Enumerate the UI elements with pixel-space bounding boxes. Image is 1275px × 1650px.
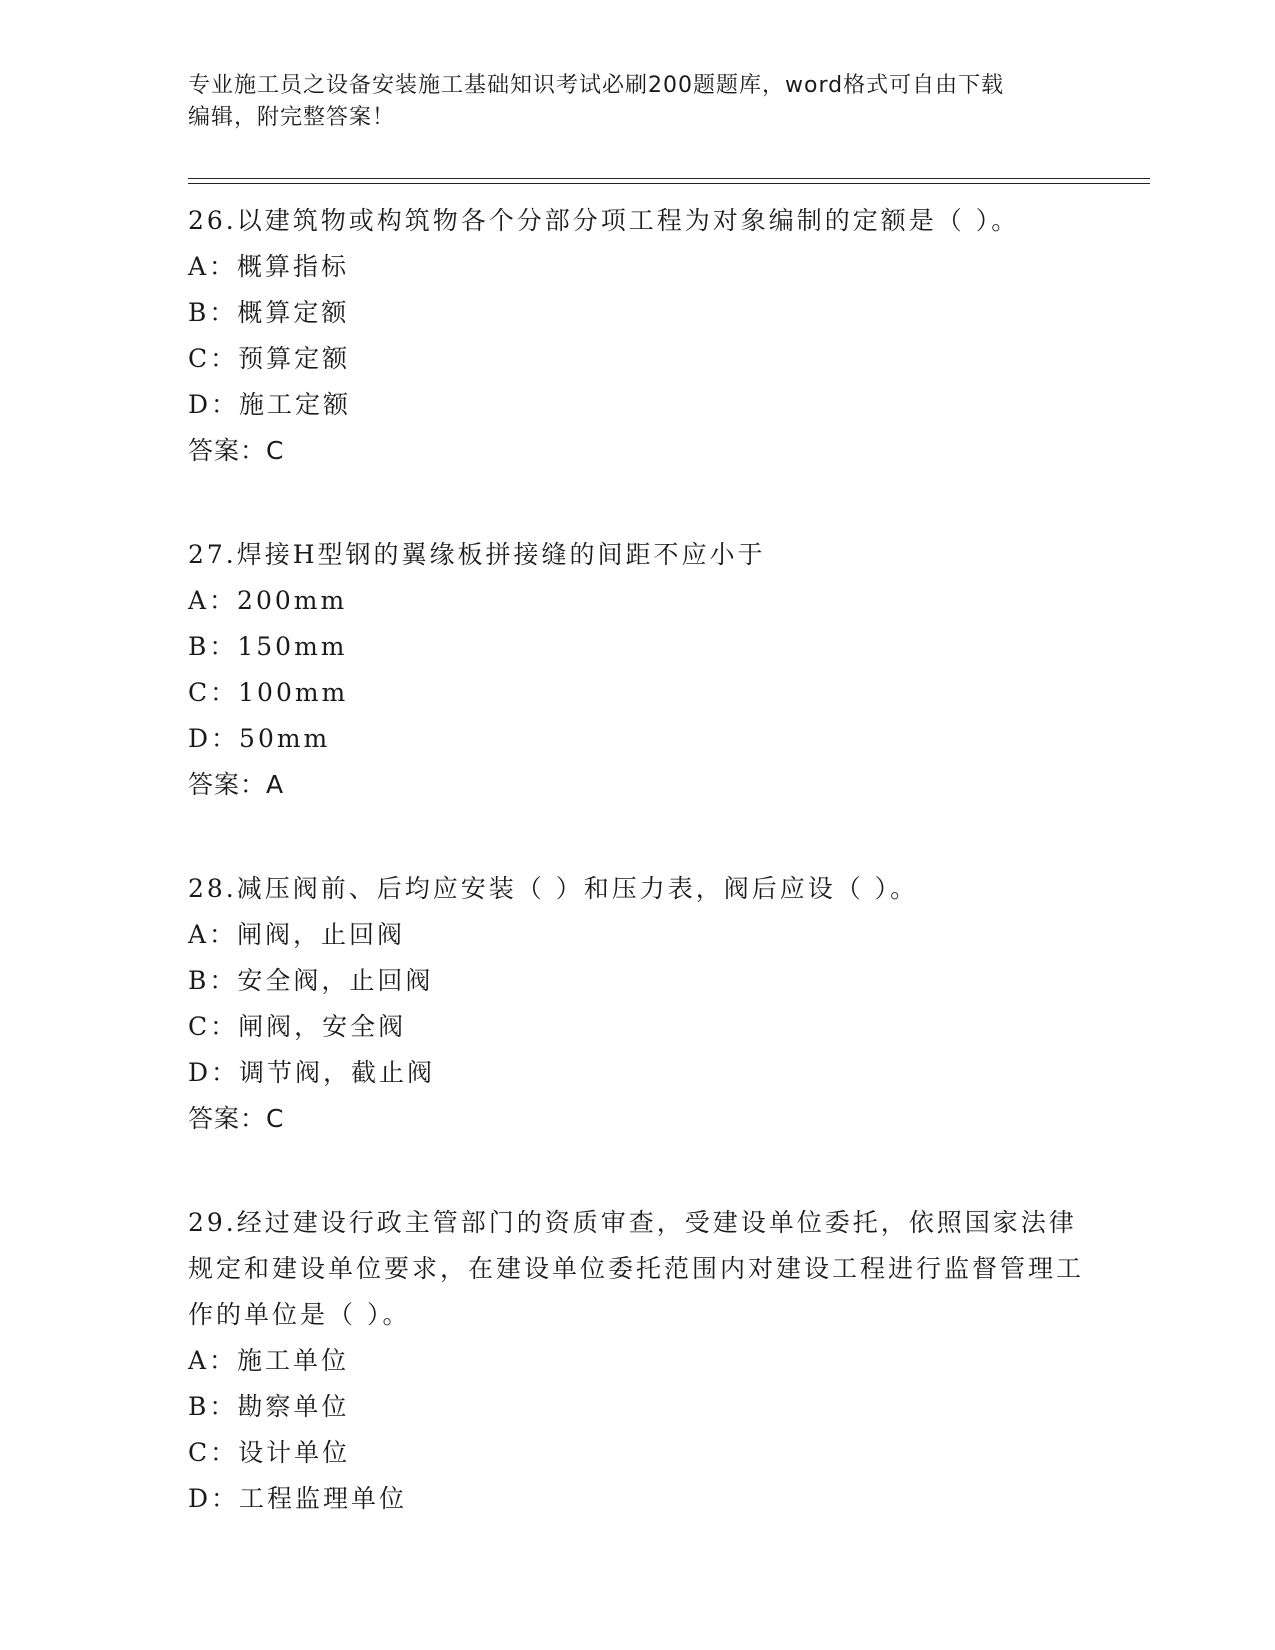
question-28 [188,866,1150,1142]
rule-bottom [188,183,1150,184]
question-text: 29.经过建设行政主管部门的资质审查，受建设单位委托，依照国家法律规定和建设单位要求，在建设单位委托范围内对建设工程进行监督管理工作的单位是（ ）。 [188,1208,1085,1329]
option-a: A：闸阀，止回阀 [188,920,406,949]
option-a: A：200mm [188,586,348,615]
spacer [188,808,1150,866]
answer: 答案：C [188,1104,285,1133]
option-b: B：安全阀，止回阀 [188,966,434,995]
answer: 答案：C [188,436,285,465]
answer: 答案：A [188,770,285,799]
spacer [188,474,1150,532]
option-c: C：设计单位 [188,1438,351,1467]
option-c: C：闸阀，安全阀 [188,1012,407,1041]
question-text: 26.以建筑物或构筑物各个分部分项工程为对象编制的定额是（ ）。 [188,206,1020,235]
header-double-rule [188,178,1150,186]
document-header [188,70,1150,134]
question-29 [188,1200,1150,1522]
header-line-1: 专业施工员之设备安装施工基础知识考试必刷200题题库，word格式可自由下载 [188,73,1005,98]
option-c: C：100mm [188,678,349,707]
option-b: B：概算定额 [188,298,350,327]
document-page [188,70,1150,1522]
spacer [188,1142,1150,1200]
option-b: B：150mm [188,632,348,661]
option-d: D：调节阀，截止阀 [188,1058,436,1087]
option-d: D：施工定额 [188,390,352,419]
header-line-2: 编辑，附完整答案！ [188,105,396,130]
option-d: D：工程监理单位 [188,1484,408,1513]
question-27 [188,532,1150,808]
option-a: A：施工单位 [188,1346,350,1375]
question-text: 28.减压阀前、后均应安装（ ）和压力表，阀后应设（ ）。 [188,874,919,903]
option-c: C：预算定额 [188,344,351,373]
option-a: A：概算指标 [188,252,350,281]
option-b: B：勘察单位 [188,1392,350,1421]
option-d: D：50mm [188,724,331,753]
question-26 [188,198,1150,474]
rule-top [188,178,1150,179]
question-text: 27.焊接H型钢的翼缘板拼接缝的间距不应小于 [188,540,766,569]
